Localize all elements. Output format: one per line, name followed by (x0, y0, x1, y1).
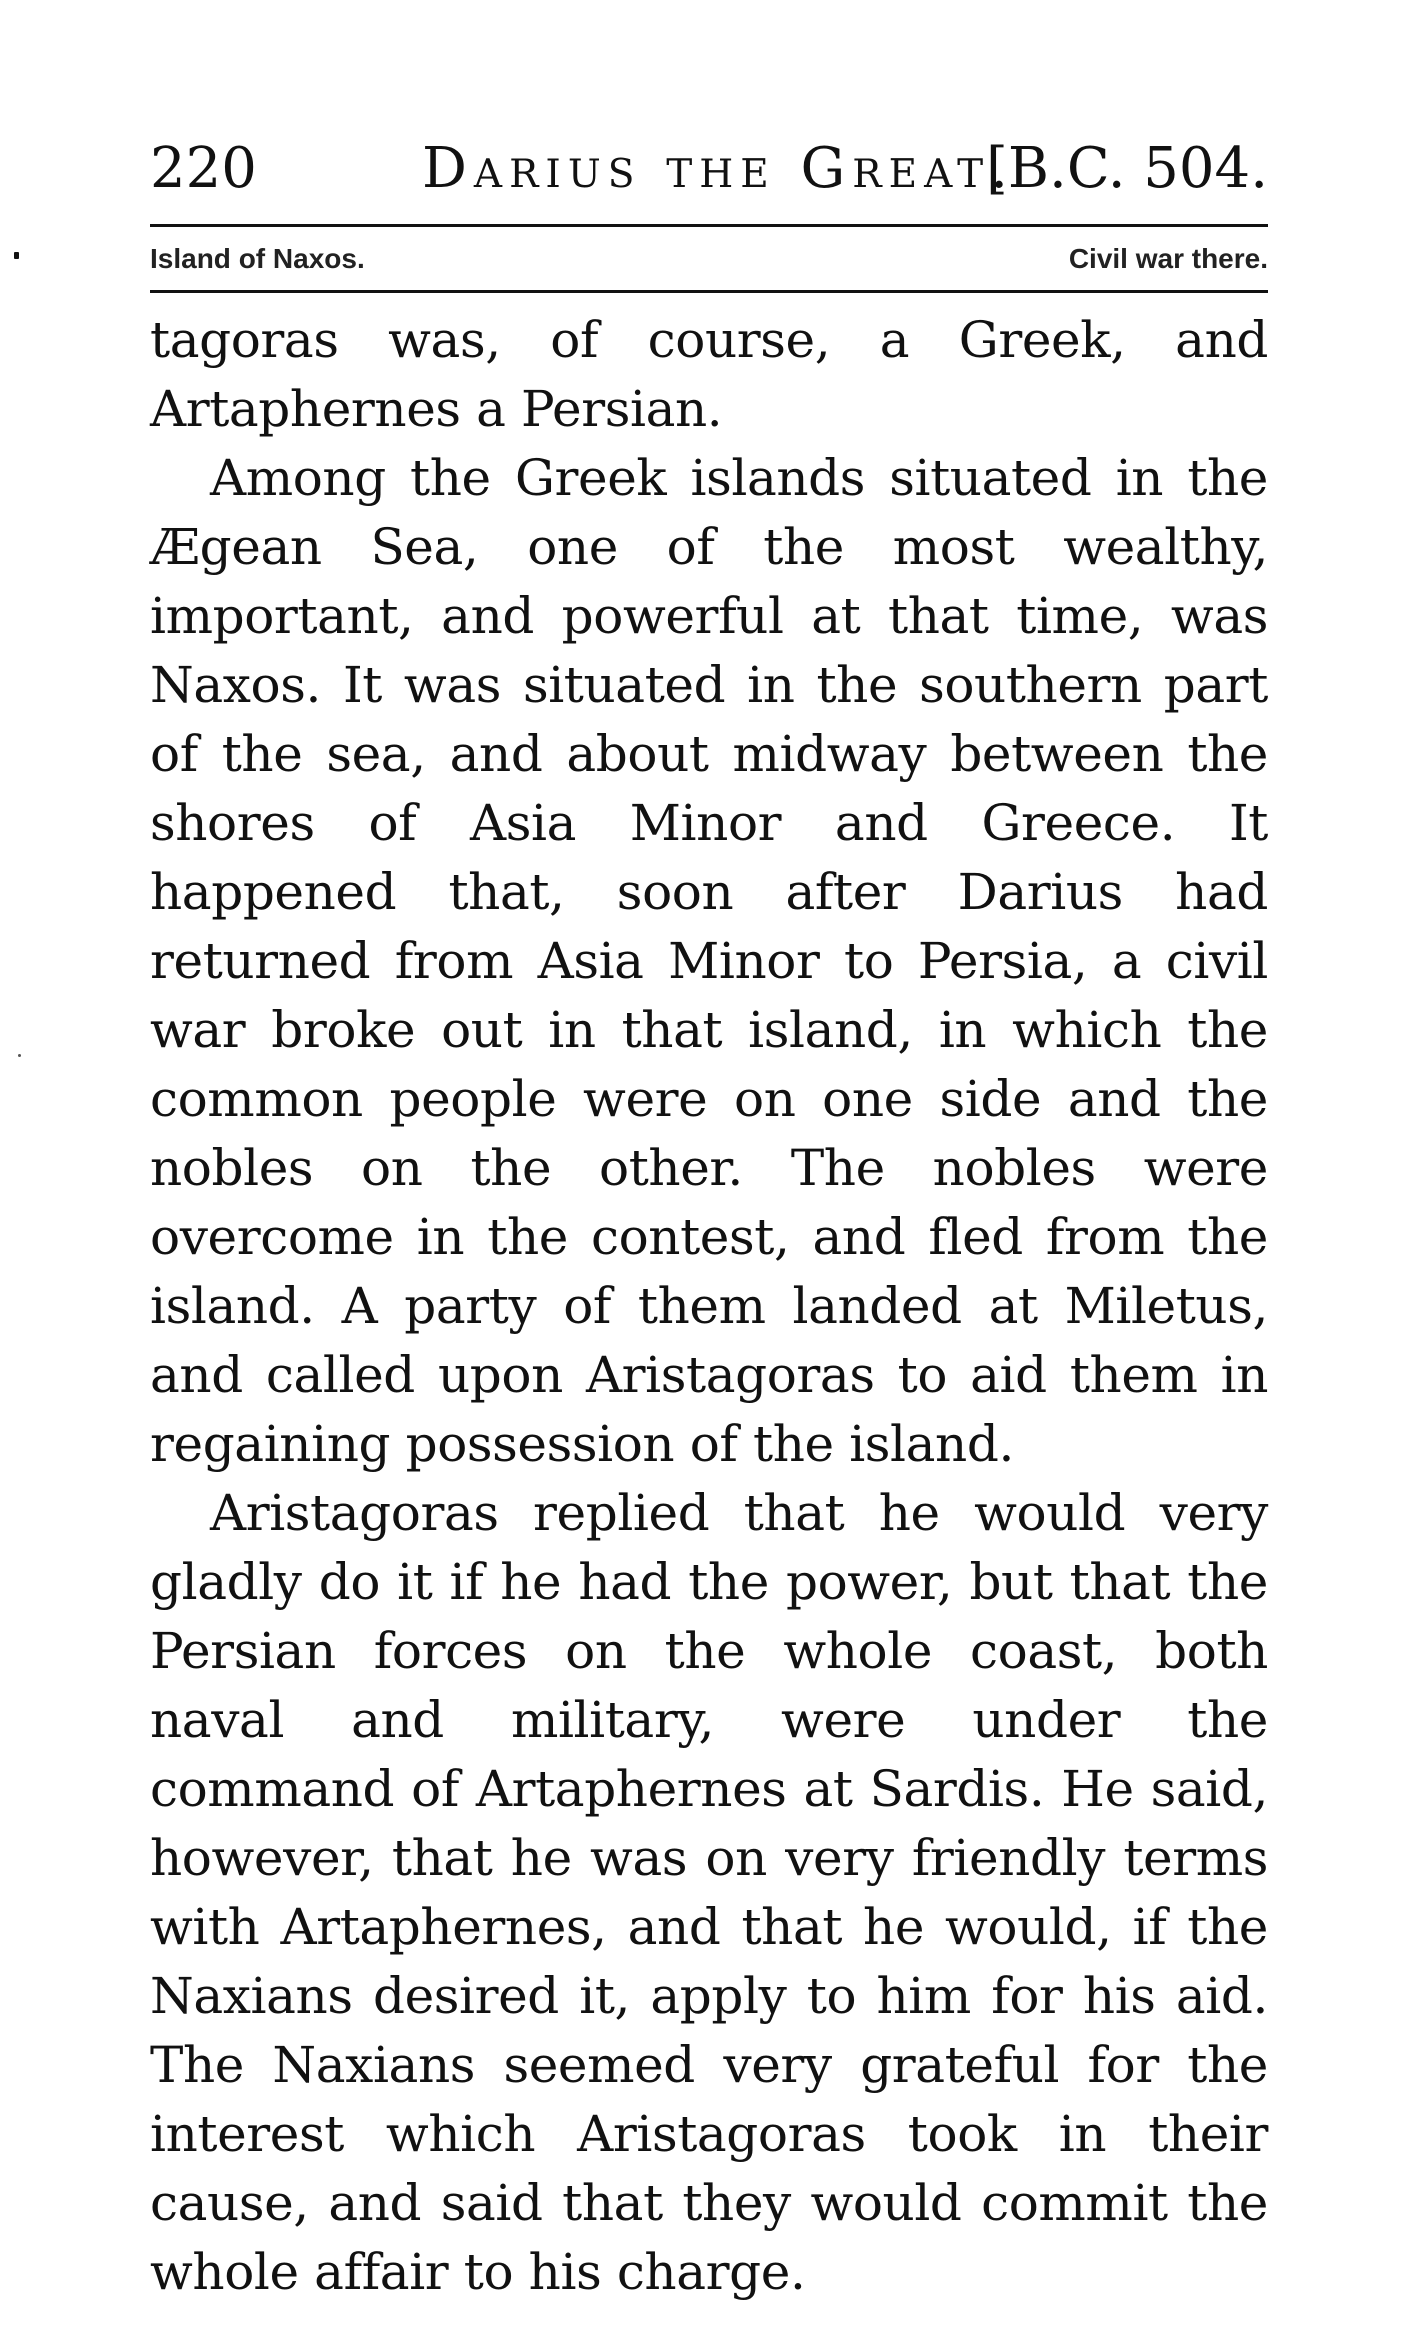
stray-ink-mark (14, 252, 19, 259)
right-marginal-note: Civil war there. (1068, 243, 1268, 274)
header-rule-bottom (150, 290, 1268, 293)
page-number: 220 (150, 136, 257, 201)
left-marginal-note: Island of Naxos. (150, 243, 365, 274)
book-title: Darius the Great. (422, 136, 1015, 201)
stray-ink-dot (18, 1054, 21, 1057)
date-reference: [B.C. 504. (986, 136, 1268, 201)
paragraph-naxos: Among the Greek islands situated in the Ægean Sea, one of the most wealthy, important, and powerful at that time, was Naxos. It was situated in the southern part of the sea, and about midway between the shores of Asia Minor and Greece. It happened that, soon after Darius had returned from Asia Minor to Persia, a civil war broke out in that island, in which the common people were on one side and the nobles on the other. The nobles were overcome in the contest, and fled from the island. A party of them landed at Miletus, and called upon Aristagoras to aid them in regaining possession of the island. (150, 449, 1268, 1473)
book-page (150, 130, 1268, 2301)
header-rule-top (150, 224, 1268, 227)
continued-paragraph: tagoras was, of course, a Greek, and Artaphernes a Persian. (150, 311, 1268, 438)
running-head (150, 130, 1268, 208)
paragraph-aristagoras-reply: Aristagoras replied that he would very gladly do it if he had the power, but that the Persian forces on the whole coast, both naval and military, were under the command of Artaphernes at Sardis. He said, however, that he was on very friendly terms with Artaphernes, and that he would, if the Naxians desired it, apply to him for his aid. The Naxians seemed very grateful for the interest which Aristagoras took in their cause, and said that they would commit the whole affair to his charge. (150, 1484, 1268, 2301)
marginal-notes (150, 234, 1268, 284)
page-text (150, 306, 1268, 2307)
